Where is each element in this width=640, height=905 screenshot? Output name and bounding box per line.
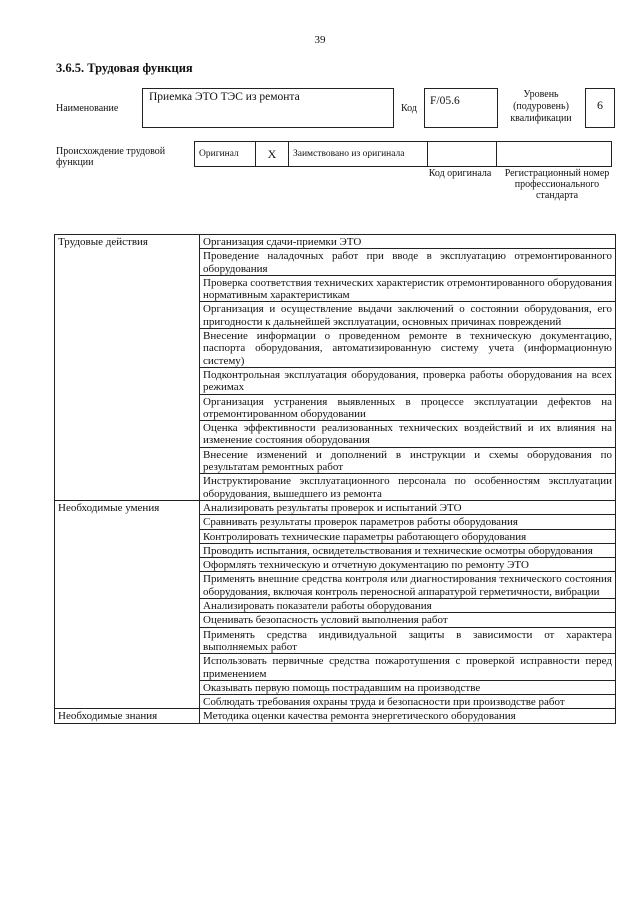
row-item: Подконтрольная эксплуатация оборудования, проверка работы оборудования на всех режимах — [200, 367, 616, 394]
row-item: Проводить испытания, освидетельствования и технические осмотры оборудования — [200, 543, 616, 557]
page-number: 39 — [314, 34, 326, 46]
row-item: Организация устранения выявленных в процессе эксплуатации дефектов на отремонтированном оборудовании — [200, 394, 616, 421]
row-item: Применять внешние средства контроля или диагностирования технического состояния оборудования, включая контроль переносной аппаратурой герметичности, вибрации — [200, 572, 616, 599]
name-label: Наименование — [56, 103, 119, 114]
row-item: Оценивать безопасность условий выполнения работ — [200, 613, 616, 627]
row-item: Использовать первичные средства пожаротушения с проверкой исправности перед применением — [200, 654, 616, 681]
row-item: Методика оценки качества ремонта энергетического оборудования — [200, 709, 616, 723]
row-item: Инструктирование эксплуатационного персонала по особенностям эксплуатации оборудования, вышедшего из ремонта — [200, 474, 616, 501]
borrowed-label: Заимствовано из оригинала — [289, 142, 428, 167]
row-item: Организация сдачи-приемки ЭТО — [200, 235, 616, 249]
row-item: Анализировать результаты проверок и испытаний ЭТО — [200, 500, 616, 514]
row-item: Проведение наладочных работ при вводе в эксплуатацию отремонтированного оборудования — [200, 249, 616, 276]
code-label: Код — [401, 103, 417, 114]
original-label: Оригинал — [195, 142, 256, 167]
table-row — [55, 709, 616, 723]
section-title: 3.6.5. Трудовая функция — [56, 61, 193, 75]
row-category: Трудовые действия — [55, 235, 200, 501]
row-item: Проверка соответствия технических характеристик отремонтированного оборудования нормативным характеристикам — [200, 275, 616, 302]
row-item: Контролировать технические параметры работающего оборудования — [200, 529, 616, 543]
labor-function-table — [54, 234, 616, 724]
reg-number-label: Регистрационный номер профессионального стандарта — [504, 168, 610, 201]
origin-table — [194, 141, 612, 167]
row-item: Анализировать показатели работы оборудования — [200, 599, 616, 613]
reg-number-cell — [497, 142, 612, 167]
level-label: Уровень (подуровень) квалификации — [510, 89, 572, 124]
function-code-field: F/05.6 — [424, 88, 498, 128]
row-item: Сравнивать результаты проверок параметров работы оборудования — [200, 515, 616, 529]
origin-label: Происхождение трудовой функции — [56, 146, 166, 168]
row-item: Применять средства индивидуальной защиты в зависимости от характера выполняемых работ — [200, 627, 616, 654]
row-item: Организация и осуществление выдачи заключений о состоянии оборудования, его пригодности к дальнейшей эксплуатации, основных причинах повреждений — [200, 302, 616, 329]
row-item: Соблюдать требования охраны труда и безопасности при производстве работ — [200, 695, 616, 709]
code-original-label: Код оригинала — [428, 168, 492, 179]
row-item: Оказывать первую помощь пострадавшим на производстве — [200, 680, 616, 694]
row-item: Внесение изменений и дополнений в инструкции и схемы оборудования по результатам ремонтных работ — [200, 447, 616, 474]
row-category: Необходимые знания — [55, 709, 200, 723]
table-row — [55, 235, 616, 249]
function-name-field: Приемка ЭТО ТЭС из ремонта — [142, 88, 394, 128]
code-original-cell — [428, 142, 497, 167]
table-row — [55, 500, 616, 514]
qualification-level-field: 6 — [585, 88, 615, 128]
original-mark: X — [256, 142, 289, 167]
row-item: Внесение информации о проведенном ремонте в техническую документацию, паспорта оборудования, автоматизированную систему учета (информационную систему) — [200, 329, 616, 368]
row-item: Оценка эффективности реализованных технических воздействий и их влияния на изменение состояния оборудования — [200, 421, 616, 448]
row-item: Оформлять техническую и отчетную документацию по ремонту ЭТО — [200, 558, 616, 572]
row-category: Необходимые умения — [55, 500, 200, 708]
